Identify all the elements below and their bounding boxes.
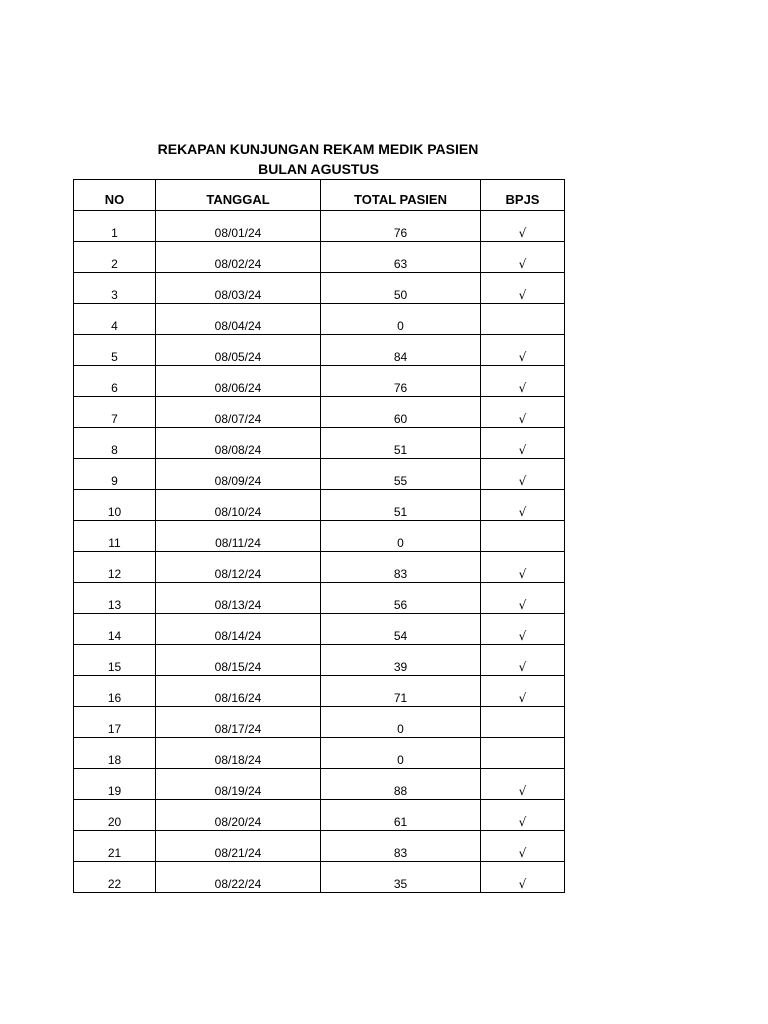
row-tanggal-cell: 08/19/24 — [156, 769, 321, 800]
table-row — [74, 242, 565, 273]
row-bpjs-check-cell: √ — [481, 397, 565, 428]
row-bpjs-check-cell: √ — [481, 862, 565, 893]
row-bpjs-check-cell: √ — [481, 645, 565, 676]
row-no-cell: 19 — [74, 769, 156, 800]
row-bpjs-check-cell: √ — [481, 242, 565, 273]
row-bpjs-check-cell — [481, 707, 565, 738]
header-row — [74, 180, 565, 211]
table-row — [74, 676, 565, 707]
row-tanggal-cell: 08/17/24 — [156, 707, 321, 738]
row-no-cell: 1 — [74, 211, 156, 242]
row-no-cell: 5 — [74, 335, 156, 366]
row-total-cell: 0 — [321, 521, 481, 552]
title-line-1: REKAPAN KUNJUNGAN REKAM MEDIK PASIEN — [157, 141, 479, 157]
row-tanggal-cell: 08/05/24 — [156, 335, 321, 366]
table-row — [74, 521, 565, 552]
row-no-cell: 10 — [74, 490, 156, 521]
row-tanggal-cell: 08/14/24 — [156, 614, 321, 645]
row-bpjs-check-cell: √ — [481, 490, 565, 521]
table-row — [74, 769, 565, 800]
table-row — [74, 490, 565, 521]
row-total-cell: 88 — [321, 769, 481, 800]
row-no-cell: 20 — [74, 800, 156, 831]
row-tanggal-cell: 08/10/24 — [156, 490, 321, 521]
row-total-cell: 0 — [321, 738, 481, 769]
row-total-cell: 51 — [321, 490, 481, 521]
row-tanggal-cell: 08/15/24 — [156, 645, 321, 676]
table-row — [74, 738, 565, 769]
row-total-cell: 63 — [321, 242, 481, 273]
table-row — [74, 335, 565, 366]
row-bpjs-check-cell: √ — [481, 428, 565, 459]
row-total-cell: 0 — [321, 304, 481, 335]
row-no-cell: 12 — [74, 552, 156, 583]
row-tanggal-cell: 08/08/24 — [156, 428, 321, 459]
row-total-cell: 55 — [321, 459, 481, 490]
table-row — [74, 645, 565, 676]
document-title — [73, 139, 564, 179]
row-bpjs-check-cell: √ — [481, 769, 565, 800]
row-bpjs-check-cell: √ — [481, 273, 565, 304]
row-bpjs-check-cell: √ — [481, 552, 565, 583]
table-body — [74, 211, 565, 893]
table-row — [74, 862, 565, 893]
table-row — [74, 831, 565, 862]
row-tanggal-cell: 08/16/24 — [156, 676, 321, 707]
row-no-cell: 21 — [74, 831, 156, 862]
row-bpjs-check-cell — [481, 304, 565, 335]
row-total-cell: 83 — [321, 552, 481, 583]
row-tanggal-cell: 08/06/24 — [156, 366, 321, 397]
row-no-cell: 6 — [74, 366, 156, 397]
row-tanggal-cell: 08/11/24 — [156, 521, 321, 552]
row-no-cell: 8 — [74, 428, 156, 459]
row-total-cell: 76 — [321, 211, 481, 242]
row-no-cell: 17 — [74, 707, 156, 738]
row-bpjs-check-cell: √ — [481, 831, 565, 862]
table-row — [74, 366, 565, 397]
row-no-cell: 22 — [74, 862, 156, 893]
row-tanggal-cell: 08/02/24 — [156, 242, 321, 273]
row-bpjs-check-cell: √ — [481, 614, 565, 645]
row-total-cell: 51 — [321, 428, 481, 459]
row-no-cell: 16 — [74, 676, 156, 707]
table-row — [74, 614, 565, 645]
row-tanggal-cell: 08/21/24 — [156, 831, 321, 862]
row-bpjs-check-cell: √ — [481, 800, 565, 831]
row-tanggal-cell: 08/03/24 — [156, 273, 321, 304]
patient-visit-table — [73, 179, 565, 893]
row-total-cell: 56 — [321, 583, 481, 614]
table-row — [74, 707, 565, 738]
row-total-cell: 60 — [321, 397, 481, 428]
row-tanggal-cell: 08/09/24 — [156, 459, 321, 490]
header-tanggal: TANGGAL — [156, 180, 321, 211]
row-no-cell: 11 — [74, 521, 156, 552]
table-row — [74, 428, 565, 459]
row-no-cell: 13 — [74, 583, 156, 614]
row-bpjs-check-cell: √ — [481, 366, 565, 397]
row-tanggal-cell: 08/01/24 — [156, 211, 321, 242]
header-no: NO — [74, 180, 156, 211]
row-tanggal-cell: 08/04/24 — [156, 304, 321, 335]
table-row — [74, 304, 565, 335]
row-no-cell: 2 — [74, 242, 156, 273]
table-row — [74, 211, 565, 242]
row-total-cell: 50 — [321, 273, 481, 304]
table-row — [74, 397, 565, 428]
row-total-cell: 76 — [321, 366, 481, 397]
row-bpjs-check-cell: √ — [481, 335, 565, 366]
row-bpjs-check-cell: √ — [481, 459, 565, 490]
row-tanggal-cell: 08/22/24 — [156, 862, 321, 893]
row-total-cell: 71 — [321, 676, 481, 707]
row-no-cell: 7 — [74, 397, 156, 428]
header-total-pasien: TOTAL PASIEN — [321, 180, 481, 211]
row-no-cell: 14 — [74, 614, 156, 645]
row-tanggal-cell: 08/07/24 — [156, 397, 321, 428]
row-total-cell: 54 — [321, 614, 481, 645]
row-total-cell: 84 — [321, 335, 481, 366]
row-total-cell: 83 — [321, 831, 481, 862]
row-tanggal-cell: 08/12/24 — [156, 552, 321, 583]
table-header — [74, 180, 565, 211]
table-row — [74, 583, 565, 614]
row-total-cell: 0 — [321, 707, 481, 738]
row-no-cell: 3 — [74, 273, 156, 304]
title-line-2: BULAN AGUSTUS — [258, 161, 379, 177]
row-no-cell: 15 — [74, 645, 156, 676]
row-bpjs-check-cell: √ — [481, 211, 565, 242]
row-tanggal-cell: 08/13/24 — [156, 583, 321, 614]
row-bpjs-check-cell — [481, 521, 565, 552]
table-row — [74, 459, 565, 490]
row-no-cell: 9 — [74, 459, 156, 490]
row-total-cell: 61 — [321, 800, 481, 831]
row-bpjs-check-cell: √ — [481, 583, 565, 614]
row-total-cell: 39 — [321, 645, 481, 676]
table-row — [74, 273, 565, 304]
row-total-cell: 35 — [321, 862, 481, 893]
row-tanggal-cell: 08/18/24 — [156, 738, 321, 769]
row-no-cell: 4 — [74, 304, 156, 335]
row-no-cell: 18 — [74, 738, 156, 769]
table-row — [74, 552, 565, 583]
row-bpjs-check-cell: √ — [481, 676, 565, 707]
header-bpjs: BPJS — [481, 180, 565, 211]
table-row — [74, 800, 565, 831]
row-tanggal-cell: 08/20/24 — [156, 800, 321, 831]
row-bpjs-check-cell — [481, 738, 565, 769]
